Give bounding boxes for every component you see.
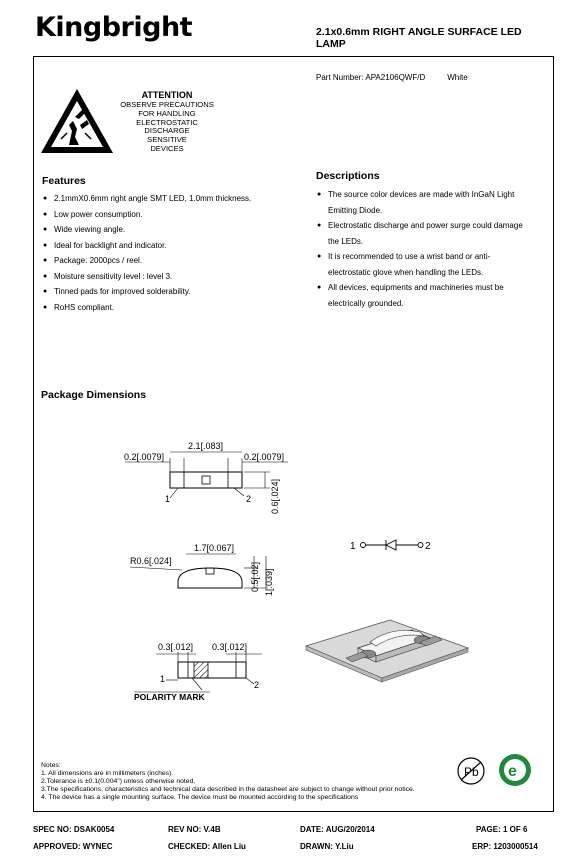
polarity-mark-label: POLARITY MARK [134,692,205,700]
description-item [316,249,551,280]
led-3d-illustration [302,612,472,684]
description-line: ● All devices, equipments and machineries must be [328,283,504,292]
erp-number: ERP: 1203000514 [472,842,538,851]
rohs-e-text: e [508,763,517,780]
side-view-drawing [126,540,276,602]
top-view-drawing [120,436,290,518]
notes-block [41,762,415,802]
note-line: 1. All dimensions are in millimeters (inches). [41,770,174,777]
descriptions-heading: Descriptions [316,170,380,182]
content-frame [33,56,554,812]
note-line: 4. The device has a single mounting surface. The device must be mounted according to the specifications [41,794,359,801]
descriptions-list [316,187,551,311]
pin1-label: 1 [165,494,171,504]
dim-width-label: 2.1[.083] [188,441,224,451]
features-heading: Features [42,175,86,187]
attention-line: ELECTROSTATIC [136,117,198,127]
bottom-pin1-label: 1 [160,674,166,684]
bottom-pin2-label: 2 [254,680,260,690]
attention-block [115,90,219,154]
dim-top-width-label: 1.7[0.067] [194,543,235,553]
pb-text: Pb [464,765,479,779]
esd-warning-icon [39,87,115,155]
part-number-label: Part Number: APA2106QWF/D [316,73,426,82]
feature-item: ● Low power consumption. [42,207,302,223]
title-line-1: 2.1x0.6mm RIGHT ANGLE SURFACE LED [316,26,522,38]
company-logo: Kingbright [35,12,193,43]
dim-h1-label: 0.5[.02] [250,561,260,592]
drawn-by: DRAWN: Y.Liu [300,842,354,851]
dim-height-label: 0.6[.024] [270,478,280,514]
part-number [316,73,468,82]
description-item [316,280,551,311]
attention-line: SENSITIVE [147,135,187,145]
attention-line: OBSERVE PRECAUTIONS [120,100,214,109]
description-line: electrostatic glove when handling the LEDs. [328,267,484,277]
document-title [316,26,556,50]
notes-title: Notes: [41,762,61,769]
dim-pad-left-label: 0.3[.012] [158,642,194,652]
feature-item: ● Wide viewing angle. [42,222,302,238]
pb-free-icon [456,756,486,786]
schem-pin2-label: 2 [425,541,431,552]
attention-line: DISCHARGE [144,126,190,136]
description-line: ● The source color devices are made with InGaN Light [328,190,515,199]
bottom-view-drawing [126,638,276,700]
features-list [42,191,302,315]
description-item [316,218,551,249]
dim-pad-right-label: 0.3[.012] [212,642,248,652]
description-line: electrically grounded. [328,298,404,308]
attention-line: FOR HANDLING [138,108,196,118]
revision-number: REV NO: V.4B [168,825,221,834]
page-indicator: PAGE: 1 OF 6 [476,825,528,834]
description-item [316,187,551,218]
package-dimensions-heading: Package Dimensions [41,389,147,401]
description-line: ● It is recommended to use a wrist band or anti- [328,252,491,261]
note-line: 3.The specifications, characteristics and technical data described in the datasheet are subject to change without prior notice. [41,786,415,793]
description-line: Emitting Diode. [328,205,383,215]
dim-radius-label: R0.6[.024] [130,556,172,566]
checked-by: CHECKED: Allen Liu [168,842,246,851]
feature-item: ● 2.1mmX0.6mm right angle SMT LED, 1.0mm thickness. [42,191,302,207]
part-color: White [447,73,468,82]
note-line: 2.Tolerance is ±0.1(0.004") unless otherwise noted. [41,778,196,785]
feature-item: ● RoHS compliant. [42,300,302,316]
title-line-2: LAMP [316,38,346,50]
spec-number: SPEC NO: DSAK0054 [33,825,115,834]
schem-pin1-label: 1 [350,541,356,552]
dim-h2-label: 1[.039] [264,568,274,596]
description-line: the LEDs. [328,236,364,246]
feature-item: ● Ideal for backlight and indicator. [42,238,302,254]
attention-line: DEVICES [150,143,184,153]
rohs-e-icon [497,752,533,788]
pin2-label: 2 [246,494,252,504]
document-date: DATE: AUG/20/2014 [300,825,375,834]
dim-left-label: 0.2[.0079] [124,452,165,462]
diode-schematic [350,537,436,553]
approved-by: APPROVED: WYNEC [33,842,113,851]
description-line: ● Electrostatic discharge and power surge could damage [328,221,523,230]
feature-item: ● Tinned pads for improved solderability. [42,284,302,300]
dim-right-label: 0.2[.0079] [244,452,285,462]
feature-item: ● Moisture sensitivity level : level 3. [42,269,302,285]
attention-title: ATTENTION [141,90,193,100]
feature-item: ● Package: 2000pcs / reel. [42,253,302,269]
